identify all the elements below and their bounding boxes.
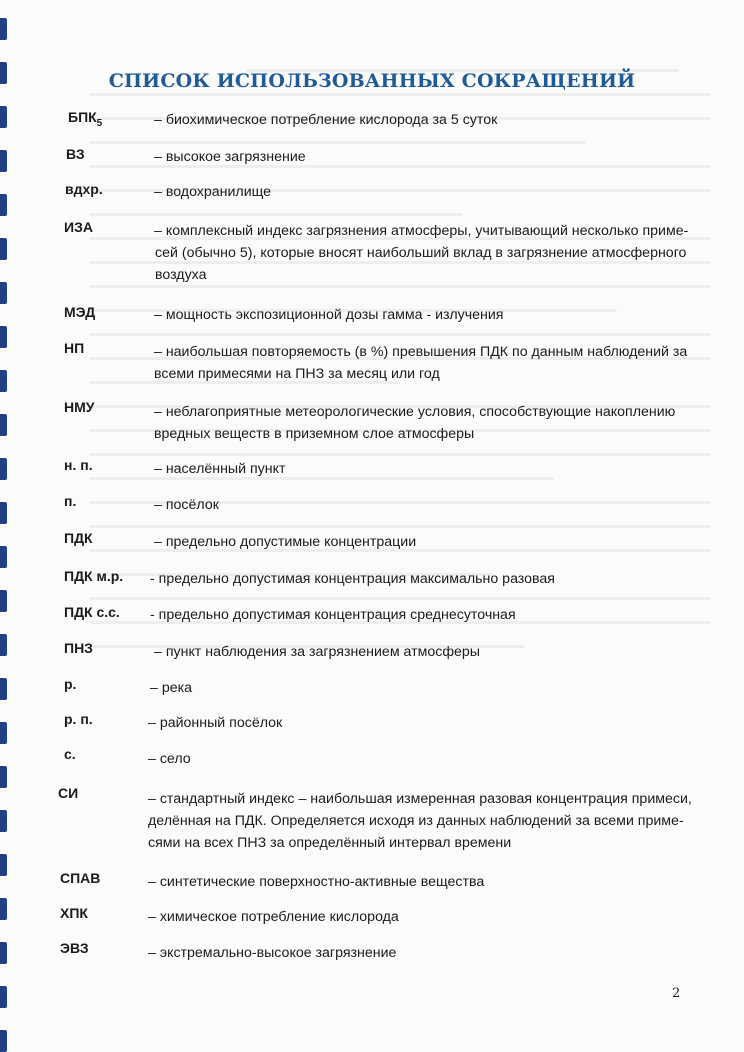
term-vdkhr: вдхр. bbox=[65, 181, 103, 197]
term-bpk5: $БПК_5$ bbox=[68, 109, 103, 129]
term-pdk: ПДК bbox=[64, 530, 93, 546]
definition-iza: – комплексный индекс загрязнения атмосферы, учитывающий несколько приме- сей (обычно 5), которые вносят наибольший вклад в загрязнение атмосферного воздуха bbox=[154, 223, 689, 283]
term-pdk-mr: ПДК м.р. bbox=[64, 568, 124, 584]
term-si: СИ bbox=[58, 785, 79, 801]
definition-spav: – синтетические поверхностно-активные вещества bbox=[148, 874, 485, 890]
definition-rp: – районный посёлок bbox=[148, 715, 283, 731]
term-spav: СПАВ bbox=[60, 870, 101, 886]
term-nmu: НМУ bbox=[64, 399, 95, 415]
definition-vz: – высокое загрязнение bbox=[154, 149, 306, 165]
definition-evz: – экстремально-высокое загрязнение bbox=[148, 945, 397, 961]
term-np: НП bbox=[64, 340, 85, 356]
definition-np: – наибольшая повторяемость (в %) превышения ПДК по данным наблюдений за всеми примесями на ПНЗ за месяц или год bbox=[154, 344, 688, 382]
term-med: МЭД bbox=[64, 304, 96, 320]
term-vz: ВЗ bbox=[66, 146, 85, 162]
definition-si: – стандартный индекс – наибольшая измеренная разовая концентрация примеси, делённая на ПДК. Определяется исходя из данных наблюдений за всеми приме- сями на всех ПНЗ за определённый интервал времени bbox=[148, 791, 692, 851]
definition-bpk5: – биохимическое потребление кислорода за 5 суток bbox=[154, 112, 498, 128]
term-np-settlement: н. п. bbox=[64, 457, 93, 473]
page-number: 2 bbox=[672, 986, 681, 1001]
definition-s: – село bbox=[148, 751, 191, 767]
definition-np-settlement: – населённый пункт bbox=[154, 461, 286, 477]
spiral-binding bbox=[0, 0, 10, 1052]
definition-pdk: – предельно допустимые концентрации bbox=[154, 534, 417, 550]
term-pdk-ss: ПДК с.с. bbox=[64, 604, 120, 620]
definition-pdk-ss: - предельно допустимая концентрация среднесуточная bbox=[150, 607, 516, 623]
term-s: с. bbox=[64, 746, 76, 762]
term-r: р. bbox=[64, 676, 77, 692]
definition-pnz: – пункт наблюдения за загрязнением атмосферы bbox=[154, 644, 480, 660]
term-evz: ЭВЗ bbox=[60, 940, 89, 956]
definition-nmu: – неблагоприятные метеорологические условия, способствующие накоплению вредных веществ в приземном слое атмосферы bbox=[154, 404, 676, 442]
definition-hpk: – химическое потребление кислорода bbox=[148, 909, 399, 925]
definition-pdk-mr: - предельно допустимая концентрация максимально разовая bbox=[150, 571, 555, 587]
definition-r: – река bbox=[150, 680, 193, 696]
term-pnz: ПНЗ bbox=[64, 640, 93, 656]
definition-med: – мощность экспозиционной дозы гамма - излучения bbox=[154, 307, 504, 323]
definition-vdkhr: – водохранилище bbox=[154, 184, 272, 200]
term-rp: р. п. bbox=[64, 711, 93, 727]
term-hpk: ХПК bbox=[60, 905, 88, 921]
definition-p: – посёлок bbox=[154, 497, 219, 513]
page-title: СПИСОК ИСПОЛЬЗОВАННЫХ СОКРАЩЕНИЙ bbox=[108, 70, 636, 92]
term-p: п. bbox=[64, 493, 77, 509]
term-iza: ИЗА bbox=[64, 219, 93, 235]
